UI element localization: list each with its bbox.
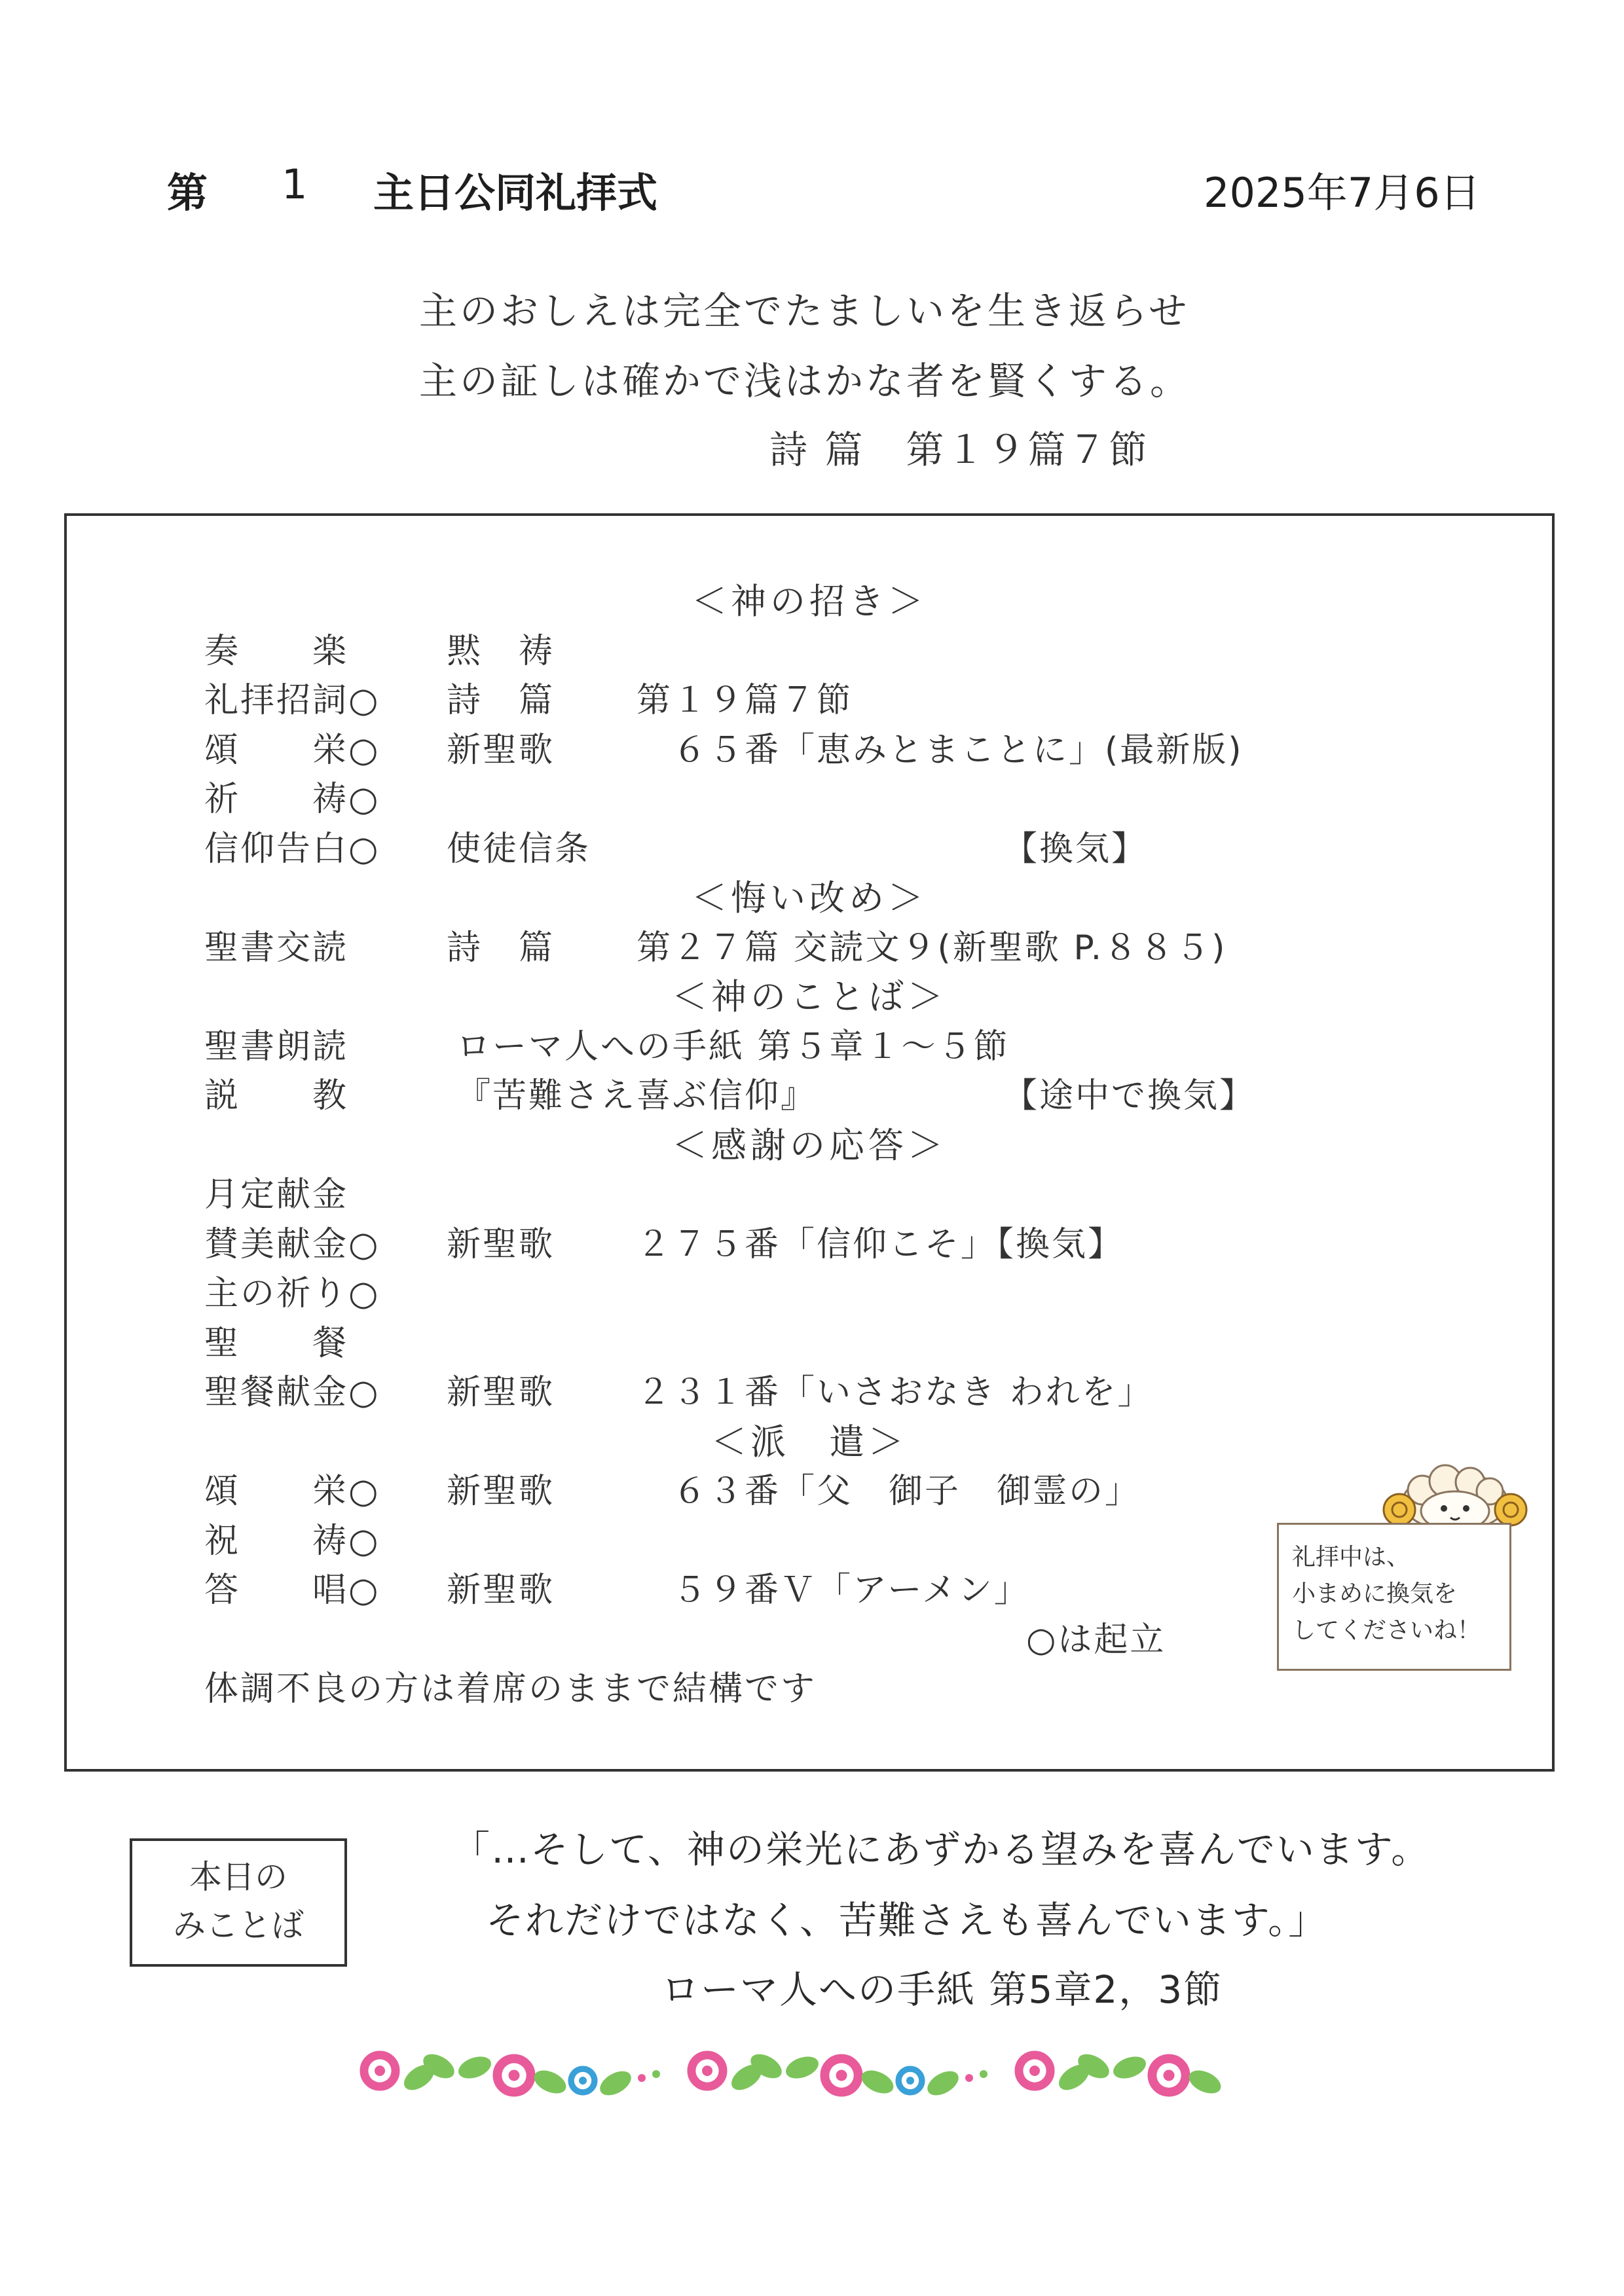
- pink-flower-icon: [359, 2050, 401, 2092]
- service-item-detail: ２７５番「信仰こそ」【換気】: [637, 1224, 1124, 1264]
- opening-verse-line1: 主のおしえは完全でたましいを生き返らせ: [419, 289, 1190, 333]
- service-item-source: 新聖歌: [447, 1224, 555, 1264]
- section-heading: ＜悔い改め＞: [692, 877, 927, 919]
- header-dai: 第: [167, 169, 208, 217]
- blue-flower-icon: [895, 2065, 926, 2096]
- scripture-quote-line1: 「…そして、神の栄光にあずかる望みを喜んでいます。: [452, 1827, 1431, 1872]
- service-item-row: [67, 1266, 1552, 1311]
- service-item-row: [67, 1364, 1552, 1410]
- leaf-icon: [923, 2066, 963, 2100]
- service-item-detail: ６５番「恵みとまことに」(最新版): [637, 730, 1244, 770]
- todays-scripture-label: [130, 1838, 347, 1967]
- service-item-name: 祝 祷○: [204, 1521, 380, 1561]
- service-item-name: 体調不良の方は着席のままで結構です: [204, 1669, 817, 1709]
- service-item-source: 黙 祷: [447, 631, 555, 671]
- service-item-row: [67, 1463, 1552, 1509]
- blue-flower-icon: [567, 2065, 599, 2096]
- section-heading: ＜神の招き＞: [692, 581, 927, 622]
- service-item-source: ローマ人への手紙 第５章１～５節: [456, 1027, 1010, 1066]
- service-item-name: 賛美献金○: [204, 1224, 380, 1264]
- pink-flower-icon: [686, 2050, 728, 2092]
- service-item-name: 礼拝招詞○: [204, 681, 380, 720]
- service-item-name: 祈 祷○: [204, 780, 380, 819]
- section-heading: ＜神のことば＞: [672, 976, 947, 1017]
- vine-dot: [652, 2070, 660, 2078]
- leaf-icon: [455, 2052, 494, 2083]
- service-item-note: 【途中で換気】: [1003, 1076, 1256, 1116]
- service-item-source: 新聖歌: [447, 1472, 555, 1511]
- page-title: 主日公同礼拝式: [373, 169, 658, 217]
- service-item-row: [67, 672, 1552, 718]
- service-item-name: 月定献金: [204, 1175, 349, 1214]
- service-item-name: 主の祈り○: [204, 1274, 380, 1313]
- todays-scripture-label-line1: 本日の: [189, 1858, 287, 1896]
- ventilation-note: [1277, 1523, 1511, 1671]
- service-item-row: [67, 1315, 1552, 1361]
- service-item-note: 【換気】: [1003, 829, 1148, 869]
- service-item-name: 説 教: [204, 1076, 349, 1116]
- service-item-row: [67, 722, 1552, 768]
- service-item-name: 頌 栄○: [204, 730, 380, 770]
- section-heading: ＜感謝の応答＞: [672, 1124, 947, 1166]
- service-item-row: [67, 771, 1552, 817]
- service-item-source: 使徒信条: [447, 829, 591, 869]
- ventilation-note-line1: 礼拝中は、: [1292, 1544, 1411, 1571]
- sheep-mascot-icon: [1360, 1464, 1550, 1529]
- service-item-source: 『苦難さえ喜ぶ信仰』: [456, 1076, 817, 1116]
- vine-dot: [965, 2074, 973, 2082]
- pink-flower-icon: [492, 2053, 536, 2098]
- service-item-row: [67, 1216, 1552, 1262]
- opening-verse-reference: 詩 篇 第１９篇７節: [769, 428, 1150, 472]
- service-item-source: 新聖歌: [447, 1571, 555, 1610]
- service-item-row: [67, 623, 1552, 669]
- service-item-row: [67, 920, 1552, 966]
- order-of-service-box: [64, 513, 1555, 1772]
- pink-flower-icon: [1014, 2050, 1056, 2092]
- scripture-reference: ローマ人への手紙 第5章2，3節: [661, 1967, 1223, 2012]
- service-item-source: 新聖歌: [447, 730, 555, 770]
- service-item-row: [67, 1068, 1552, 1114]
- service-item-detail: 第２７篇 交読文９(新聖歌 P.８８５): [637, 928, 1227, 968]
- vine-dot: [638, 2074, 646, 2082]
- service-item-source: 詩 篇: [447, 681, 555, 720]
- header-number: 1: [282, 160, 308, 208]
- service-item-name: 聖餐献金○: [204, 1373, 380, 1412]
- service-item-row: [67, 1167, 1552, 1212]
- leaf-icon: [596, 2066, 635, 2100]
- service-item-name: 答 唱○: [204, 1571, 380, 1610]
- todays-scripture-label-line2: みことば: [173, 1906, 304, 1944]
- ventilation-note-line2: 小まめに換気を: [1292, 1580, 1458, 1607]
- service-item-name: 奏 楽: [204, 631, 349, 671]
- service-item-row: [67, 821, 1552, 867]
- service-item-name: 聖書交読: [204, 928, 349, 968]
- service-item-row: [67, 1019, 1552, 1065]
- service-date: 2025年7月6日: [1204, 169, 1481, 217]
- service-item-note: ○は起立: [1026, 1620, 1166, 1660]
- service-item-name: 頌 栄○: [204, 1472, 380, 1511]
- service-item-name: 聖 餐: [204, 1323, 349, 1363]
- service-item-source: 新聖歌: [447, 1373, 555, 1412]
- service-item-detail: 第１９篇７節: [637, 681, 853, 720]
- pink-flower-icon: [819, 2053, 864, 2098]
- leaf-icon: [783, 2052, 821, 2083]
- pink-flower-icon: [1147, 2053, 1191, 2098]
- service-item-name: 聖書朗読: [204, 1027, 349, 1066]
- vine-dot: [980, 2070, 987, 2078]
- morning-glory-border-decoration: [354, 2028, 1336, 2113]
- service-item-detail: ６３番「父 御子 御霊の」: [637, 1472, 1141, 1511]
- leaf-icon: [1110, 2052, 1149, 2083]
- opening-verse-line2: 主の証しは確かで浅はかな者を賢くする。: [419, 359, 1191, 403]
- service-item-name: 信仰告白○: [204, 829, 380, 869]
- ventilation-note-line3: してくださいね！: [1292, 1617, 1481, 1644]
- service-item-detail: ５９番Ｖ「アーメン」: [637, 1571, 1030, 1610]
- scripture-quote-line2: それだけではなく、苦難さえも喜んでいます。」: [486, 1898, 1328, 1942]
- service-item-detail: ２３１番「いさおなき われを」: [637, 1373, 1154, 1412]
- section-heading: ＜派 遣＞: [711, 1421, 908, 1463]
- service-item-source: 詩 篇: [447, 928, 555, 968]
